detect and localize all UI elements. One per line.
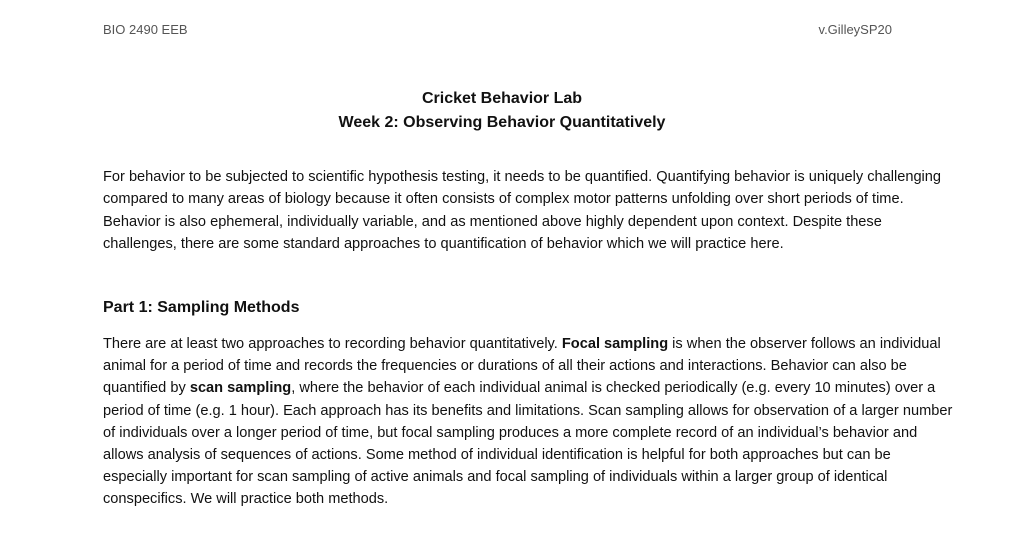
part1-text-seg3: , where the behavior of each individual animal is checked periodically (e.g. every 10 minutes) over a period of time (e.g. 1 hour). Each approach has its benefits and limitations. Scan sampling allows for observation of a larger number of individuals over a longer period of time, but focal sampling produces a more complete record of an individual’s behavior and allows analysis of sequences of actions. Some method of individual identification is helpful for both approaches but can be especially important for scan sampling of active animals and focal sampling of individuals within a larger group of identical conspecifics. We will practice both methods. [103,380,953,508]
intro-paragraph: For behavior to be subjected to scientific hypothesis testing, it needs to be quantified. Quantifying behavior is uniquely challenging compared to many areas of biology because it often consists of complex motor patterns unfolding over short periods of time. Behavior is also ephemeral, individually variable, and as mentioned above highly dependent upon context. Despite these challenges, there are some standard approaches to quantification of behavior which we will practice here. [103,169,942,253]
section-heading-part1: Part 1: Sampling Methods [103,299,300,316]
title-block [0,87,1024,135]
term-focal-sampling: Focal sampling [561,336,669,352]
part1-paragraph [103,333,953,511]
header-version: v.GilleySP20 [818,22,892,37]
header-course-code: BIO 2490 EEB [103,22,188,37]
document-subtitle: Week 2: Observing Behavior Quantitatively [338,114,666,131]
document-title: Cricket Behavior Lab [421,90,583,107]
part1-text-seg1: There are at least two approaches to recording behavior quantitatively. [103,336,562,352]
part1-text-seg2: is when the observer follows an individual animal for a period of time and records the frequencies or durations of all their actions and interactions. Behavior can also be quantified by [103,336,941,397]
term-scan-sampling: scan sampling [189,380,292,397]
